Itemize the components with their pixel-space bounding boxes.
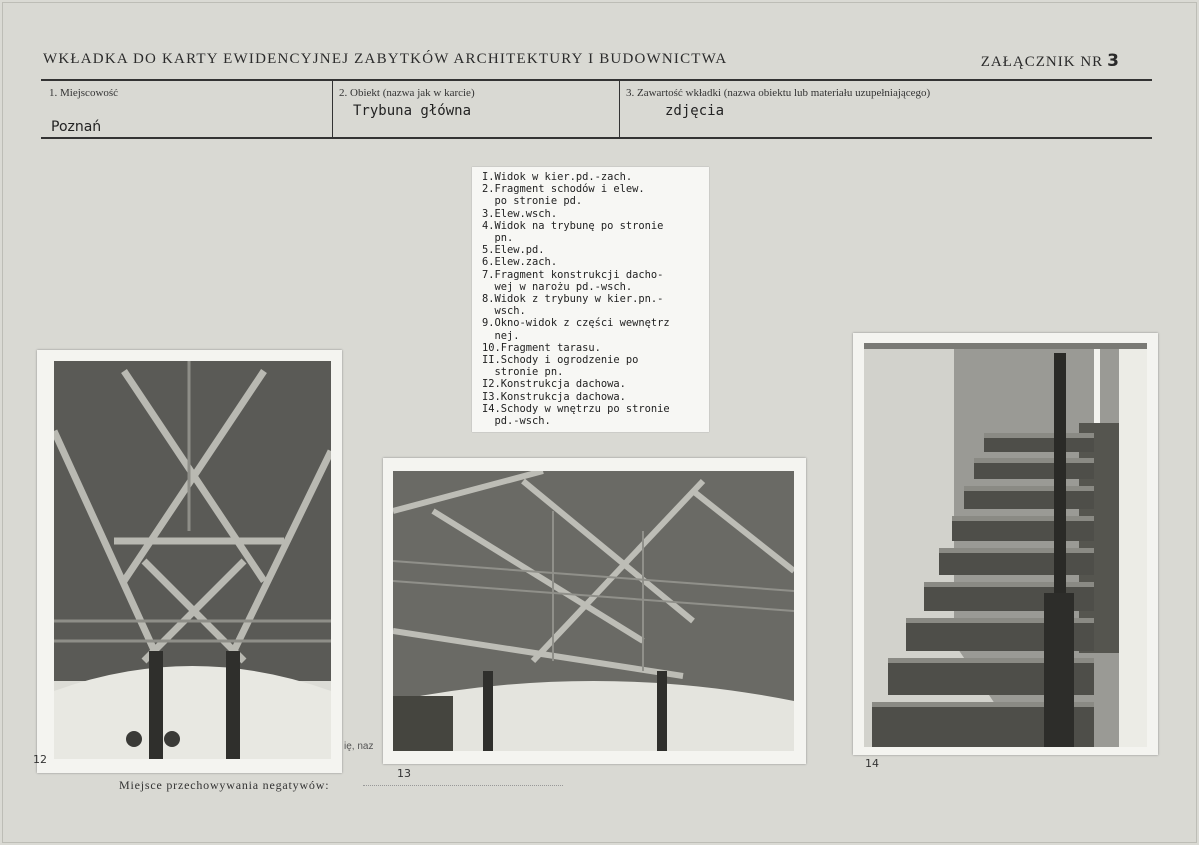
list-item: I2.Konstrukcja dachowa. <box>482 378 626 391</box>
list-item: po stronie pd. <box>482 195 583 208</box>
list-item: nej. <box>482 329 520 342</box>
photo-14-image <box>864 343 1147 747</box>
photo-14-number: 14 <box>865 757 879 770</box>
locality-label: 1. Miejscowość <box>49 87 119 99</box>
list-item: 9.Okno-widok z części wewnętrz <box>482 317 670 330</box>
field-divider-1 <box>332 81 333 137</box>
object-value: Trybuna główna <box>353 103 472 119</box>
list-item: I.Widok w kier.pd.-zach. <box>482 171 633 183</box>
list-item: I3.Konstrukcja dachowa. <box>482 390 626 403</box>
photo-12-number: 12 <box>33 753 47 766</box>
negatives-dotted-line <box>363 785 563 786</box>
header-rule-top <box>41 79 1152 81</box>
attachment-label: ZAŁĄCZNIK NR <box>980 54 1104 70</box>
field-divider-2 <box>619 81 620 137</box>
card-title: WKŁADKA DO KARTY EWIDENCYJNEJ ZABYTKÓW ARCHITEKTURY I BUDOWNICTWA <box>43 51 728 67</box>
list-item: I4.Schody w wnętrzu po stronie <box>482 402 670 415</box>
header-rule-bottom <box>41 137 1152 139</box>
photo-13-image <box>393 471 794 751</box>
list-item: 2.Fragment schodów i elew. <box>482 183 645 196</box>
list-item: stronie pn. <box>482 366 564 379</box>
list-item: 5.Elew.pd. <box>482 244 545 257</box>
contents-label: 3. Zawartość wkładki (nazwa obiektu lub materiału uzupełniającego) <box>626 87 931 99</box>
photo-list <box>472 167 709 427</box>
photo-12-image <box>54 361 331 759</box>
list-item: pd.-wsch. <box>482 415 551 428</box>
list-item: II.Schody i ogrodzenie po <box>482 354 639 367</box>
list-item: 8.Widok z trybuny w kier.pn.- <box>482 293 664 306</box>
list-item: wej w narożu pd.-wsch. <box>482 280 633 293</box>
object-label: 2. Obiekt (nazwa jak w karcie) <box>339 87 475 99</box>
attachment-number <box>981 51 1120 71</box>
footer-fragment: ię, naz <box>344 741 374 752</box>
list-item: pn. <box>482 232 514 245</box>
photo-list-slip <box>472 167 709 432</box>
inventory-card <box>2 2 1197 843</box>
negatives-location-label: Miejsce przechowywania negatywów: <box>119 778 330 792</box>
photo-12-roof-structure <box>37 350 342 773</box>
contents-value: zdjęcia <box>665 103 725 119</box>
list-item: 4.Widok na trybunę po stronie <box>482 219 664 232</box>
list-item: 10.Fragment tarasu. <box>482 341 601 354</box>
attachment-number-value: 3 <box>1107 51 1120 71</box>
photo-14-staircase <box>853 333 1158 755</box>
locality-value: Poznań <box>51 119 102 135</box>
list-item: 3.Elew.wsch. <box>482 207 558 220</box>
list-item: 6.Elew.zach. <box>482 256 558 269</box>
list-item: wsch. <box>482 305 526 318</box>
list-item: 7.Fragment konstrukcji dacho- <box>482 268 664 281</box>
photo-13-number: 13 <box>397 767 411 780</box>
photo-13-roof-structure <box>383 458 806 764</box>
